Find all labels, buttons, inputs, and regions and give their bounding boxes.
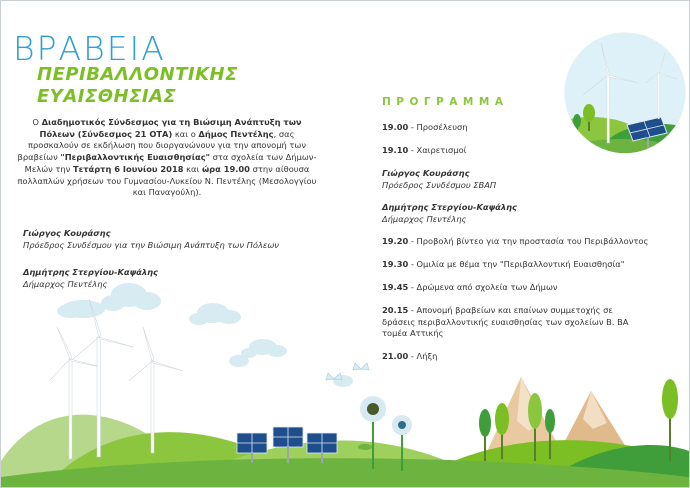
program-speaker-2: [382, 202, 662, 225]
intro-bold: ώρα 19.00: [201, 163, 250, 174]
program-time: 19.00: [382, 122, 409, 132]
intro-paragraph: [17, 117, 317, 199]
landscape-illustration: [1, 278, 689, 487]
program-time: 19.10: [382, 145, 409, 155]
intro-bold: Τετάρτη 6 Ιουνίου 2018: [72, 163, 184, 174]
program-time: 19.45: [382, 282, 409, 292]
program-time: 20.15: [382, 305, 409, 315]
intro-bold: Δήμος Πεντέλης: [198, 128, 274, 139]
program-text: - Λήξη: [408, 351, 438, 361]
intro-text: και ο: [172, 128, 199, 139]
program-text: - Προσέλευση: [408, 122, 468, 132]
intro-bold: Διαδημοτικός Σύνδεσμος για τη Βιώσιμη Ανάπτυξη των Πόλεων (Σύνδεσμος 21 ΟΤΑ): [39, 117, 302, 139]
title-line-3: ΕΥΑΙΣΘΗΣΙΑΣ: [37, 86, 177, 107]
speaker-role: Πρόεδρος Συνδέσμου ΣΒΑΠ: [382, 179, 497, 190]
signatory-role: Δήμαρχος Πεντέλης: [23, 278, 108, 289]
signatory-name: Δημήτρης Στεργίου-Καψάλης: [23, 267, 158, 277]
speaker-name: Γιώργος Κουράσης: [382, 168, 470, 178]
title-line-1: ΒΡΑΒΕΙΑ: [13, 29, 166, 68]
eco-badge-illustration: [561, 29, 689, 157]
clouds: [57, 283, 353, 387]
intro-bold: "Περιβαλλοντικής Ευαισθησίας": [60, 152, 210, 163]
program-item: [382, 259, 662, 271]
program-time: 21.00: [382, 351, 409, 361]
signatory-1: [23, 228, 279, 251]
program-text: - Προβολή βίντεο για την προστασία του Περιβάλλοντος: [408, 236, 649, 246]
intro-text: Ο: [32, 117, 42, 127]
signatory-role: Πρόεδρος Συνδέσμου για την Βιώσιμη Ανάπτυξη των Πόλεων: [23, 239, 279, 250]
signatory-name: Γιώργος Κουράσης: [23, 228, 111, 238]
program-item: [382, 236, 662, 248]
speaker-name: Δημήτρης Στεργίου-Καψάλης: [382, 202, 517, 212]
program-speaker-1: [382, 168, 662, 191]
intro-text: στα σχολεία των Δήμων-Μελών την: [24, 152, 317, 174]
intro-text: στην αίθουσα πολλαπλών χρήσεων του Γυμνασίου-Λυκείου Ν. Πεντέλης (Μεσολογγίου και Παναγούλη).: [17, 163, 317, 198]
program-text: - Δρώμενα από σχολεία των Δήμων: [408, 282, 558, 292]
program-text: - Απονομή βραβείων και επαίνων συμμετοχής σε δράσεις περιβαλλοντικής ευαισθησίας των σχολείων Β. ΒΑ τομέα Αττικής: [382, 305, 629, 338]
title-line-2: ΠΕΡΙΒΑΛΛΟΝΤΙΚΗΣ: [37, 64, 238, 85]
program-time: 19.20: [382, 236, 409, 246]
program-text: - Ομιλία με θέμα την "Περιβαλλοντική Ευαισθησία": [408, 259, 625, 269]
intro-text: , σας προσκαλούν σε εκδήλωση που διοργανώνουν για την απονομή των βραβείων: [17, 128, 306, 163]
speaker-role: Δήμαρχος Πεντέλης: [382, 213, 467, 224]
program-title: ΠΡΟΓΡΑΜΜΑ: [382, 96, 509, 108]
intro-text: και: [183, 163, 202, 174]
program-text: - Χαιρετισμοί: [408, 145, 467, 155]
program-time: 19.30: [382, 259, 409, 269]
